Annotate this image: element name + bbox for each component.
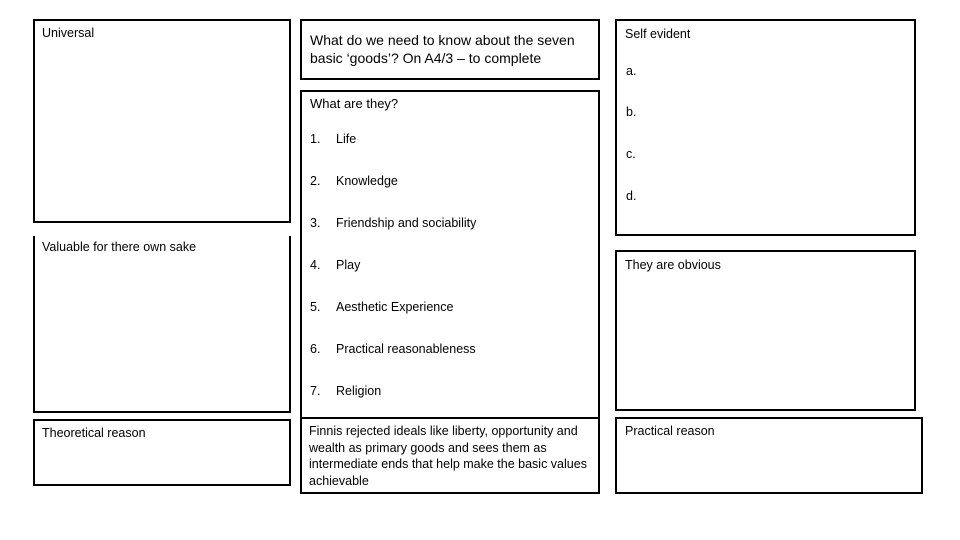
valuable-label: Valuable for there own sake — [42, 240, 197, 254]
obvious-label: They are obvious — [625, 258, 721, 272]
finnis-text: Finnis rejected ideals like liberty, opportunity and wealth as primary goods and sees them as intermediate ends that help make the basic values achievable — [309, 424, 587, 488]
page-title: What do we need to know about the seven basic ‘goods’? On A4/3 – to complete — [310, 32, 575, 66]
finnis-box — [300, 417, 600, 494]
goods-item-friendship: Friendship and sociability — [336, 216, 477, 230]
title-box — [300, 19, 600, 80]
letter-b: b. — [626, 105, 637, 119]
goods-item-play: Play — [336, 258, 361, 272]
goods-number: 4. — [310, 258, 321, 272]
letter-c: c. — [626, 147, 636, 161]
goods-item-knowledge: Knowledge — [336, 174, 398, 188]
goods-number: 5. — [310, 300, 321, 314]
theoretical-reason-box — [33, 419, 291, 486]
practical-reason-label: Practical reason — [625, 424, 715, 438]
self-evident-box — [615, 19, 916, 236]
theoretical-reason-label: Theoretical reason — [42, 426, 146, 440]
letter-a: a. — [626, 64, 637, 78]
valuable-box — [33, 236, 291, 413]
obvious-box — [615, 250, 916, 411]
what-are-they-heading: What are they? — [310, 96, 399, 111]
goods-number: 2. — [310, 174, 321, 188]
goods-list-box — [300, 90, 600, 419]
goods-number: 7. — [310, 384, 321, 398]
universal-box — [33, 19, 291, 223]
goods-number: 3. — [310, 216, 321, 230]
goods-number: 1. — [310, 132, 321, 146]
practical-reason-box — [615, 417, 923, 494]
letter-d: d. — [626, 189, 637, 203]
goods-item-life: Life — [336, 132, 357, 146]
self-evident-label: Self evident — [625, 27, 691, 41]
goods-item-practical-reasonableness: Practical reasonableness — [336, 342, 476, 356]
goods-item-religion: Religion — [336, 384, 382, 398]
goods-number: 6. — [310, 342, 321, 356]
universal-label: Universal — [42, 26, 95, 40]
goods-item-aesthetic: Aesthetic Experience — [336, 300, 454, 314]
